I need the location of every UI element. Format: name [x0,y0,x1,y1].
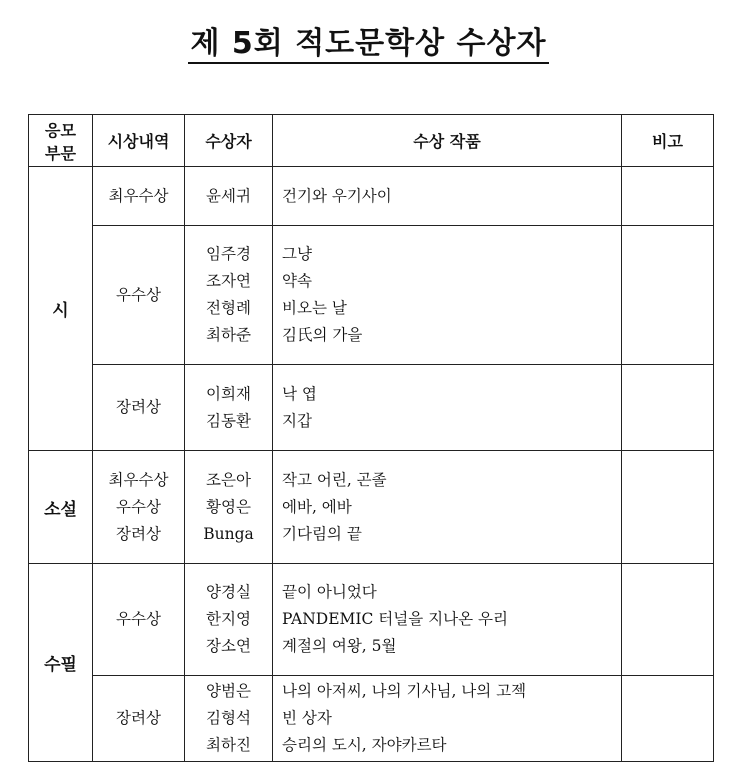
work-cell: 나의 아저씨, 나의 기사님, 나의 고젝 빈 상자 승리의 도시, 자야카르타 [273,676,622,762]
table-row [29,365,714,451]
winner-cell: 양범은 김형석 최하진 [185,676,273,762]
notes-cell [622,451,714,564]
award-winners-table [28,114,714,762]
header-work: 수상 작품 [273,115,622,167]
table-row [29,676,714,762]
header-award: 시상내역 [93,115,185,167]
header-genre: 응모 부문 [29,115,93,167]
winner-cell: 윤세귀 [185,167,273,226]
award-cell: 우수상 [93,564,185,676]
award-cell: 최우수상 [93,167,185,226]
winner-cell: 양경실 한지영 장소연 [185,564,273,676]
header-notes: 비고 [622,115,714,167]
work-cell: 작고 어린, 곤졸 에바, 에바 기다림의 끝 [273,451,622,564]
winner-cell: 임주경 조자연 전형례 최하준 [185,226,273,365]
work-cell: 그냥 약속 비오는 날 김氏의 가을 [273,226,622,365]
page-title: 제 5회 적도문학상 수상자 [0,18,737,62]
award-cell: 장려상 [93,676,185,762]
award-cell: 우수상 [93,226,185,365]
award-cell: 장려상 [93,365,185,451]
genre-fiction: 소설 [29,451,93,564]
notes-cell [622,564,714,676]
genre-essay: 수필 [29,564,93,762]
table-row [29,226,714,365]
notes-cell [622,167,714,226]
notes-cell [622,226,714,365]
work-cell: 건기와 우기사이 [273,167,622,226]
table-header-row [29,115,714,167]
notes-cell [622,676,714,762]
winner-cell: 이희재 김동환 [185,365,273,451]
genre-poetry: 시 [29,167,93,451]
work-cell: 끝이 아니었다 PANDEMIC 터널을 지나온 우리 계절의 여왕, 5월 [273,564,622,676]
notes-cell [622,365,714,451]
table-row [29,564,714,676]
work-cell: 낙 엽 지갑 [273,365,622,451]
winner-cell: 조은아 황영은 Bunga [185,451,273,564]
award-cell: 최우수상 우수상 장려상 [93,451,185,564]
table-row [29,167,714,226]
table-row [29,451,714,564]
header-winner: 수상자 [185,115,273,167]
